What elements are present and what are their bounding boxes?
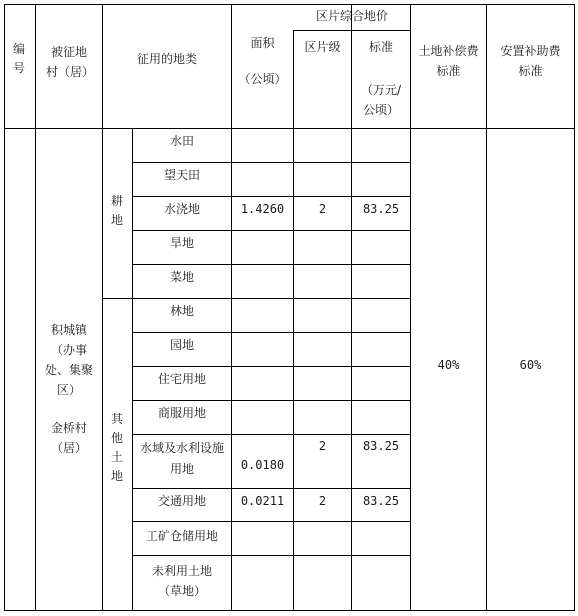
village-name: 金桥村（居） [50,421,87,455]
header-area: 面积 [250,36,275,50]
land-type-cell: 水浇地 [163,202,200,216]
price-cell: 83.25 [362,494,400,508]
area-cell: 1.4260 [240,202,285,216]
land-type-cell: 住宅用地 [157,372,206,386]
header-resettlement: 安置补助费标准 [500,44,561,78]
price-cell: 83.25 [362,202,400,216]
land-type-cell: 旱地 [169,236,194,250]
land-type-cell: 水田 [169,134,194,148]
price-cell: 83.25 [362,439,400,453]
header-village: 被征地村（居） [46,45,95,79]
land-type-cell: 水域及水利设施用地 [139,441,224,476]
land-type-cell: 林地 [169,304,194,318]
header-land-compensation: 土地补偿费标准 [418,44,479,78]
level-cell: 2 [318,439,327,453]
header-area-unit: （公顷） [238,72,287,86]
land-type-cell: 商服用地 [157,406,206,420]
land-type-cell: 工矿仓储用地 [145,529,218,543]
land-type-cell: 交通用地 [157,494,206,508]
level-cell: 2 [318,202,327,216]
village-town: 积城镇（办事处、集聚区） [44,323,93,397]
resettlement-rate: 60% [519,358,542,372]
header-standard: 标准 [368,40,393,54]
header-level: 区片级 [304,40,341,54]
header-land-type: 征用的地类 [136,52,197,66]
land-type-cell: 望天田 [163,168,200,182]
header-price-group: 区片综合地价 [315,9,388,23]
level-cell: 2 [318,494,327,508]
group-cultivated: 耕地 [110,194,123,227]
land-type-cell: 菜地 [169,270,194,284]
group-other-land: 其他土地 [110,412,123,483]
land-compensation-rate: 40% [437,358,460,372]
header-no: 编号 [12,42,25,75]
header-standard-unit: （万元/公顷） [360,83,402,117]
area-cell: 0.0211 [240,494,285,508]
land-type-cell: 未利用土地（草地） [151,564,212,598]
area-cell: 0.0180 [240,458,285,472]
land-type-cell: 园地 [169,338,194,352]
